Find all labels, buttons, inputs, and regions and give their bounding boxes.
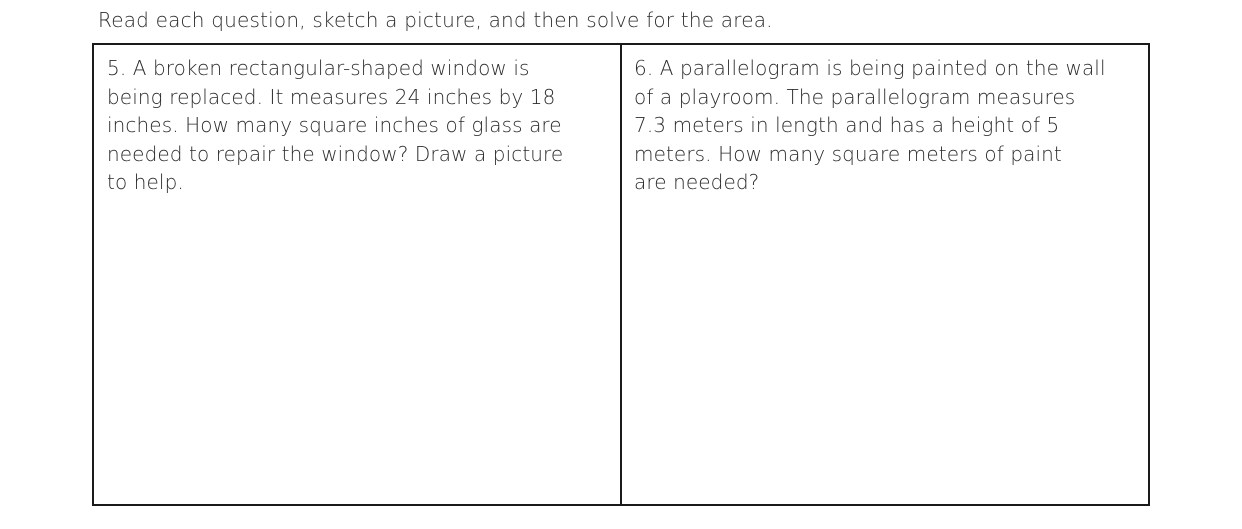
- problem-5-cell: [94, 45, 622, 504]
- problem-table: [92, 43, 1150, 506]
- problem-6-line: 6. A parallelogram is being painted on the wall: [634, 56, 1106, 80]
- problem-5-line: 5. A broken rectangular-shaped window is: [107, 56, 530, 80]
- problem-6-line: meters. How many square meters of paint: [634, 141, 1062, 166]
- problem-6-cell: [622, 45, 1148, 504]
- problem-5-line: being replaced. It measures 24 inches by 18: [107, 84, 556, 109]
- problem-6-line: of a playroom. The parallelogram measures: [634, 84, 1076, 109]
- problem-6-line: are needed?: [634, 170, 760, 194]
- problem-5-line: needed to repair the window? Draw a picture: [107, 141, 564, 166]
- problem-6-line: 7.3 meters in length and has a height of 5: [634, 113, 1060, 137]
- instructions-text: Read each question, sketch a picture, and then solve for the area.: [98, 8, 773, 32]
- problem-5-line: inches. How many square inches of glass are: [107, 113, 562, 137]
- problem-5-line: to help.: [107, 170, 184, 194]
